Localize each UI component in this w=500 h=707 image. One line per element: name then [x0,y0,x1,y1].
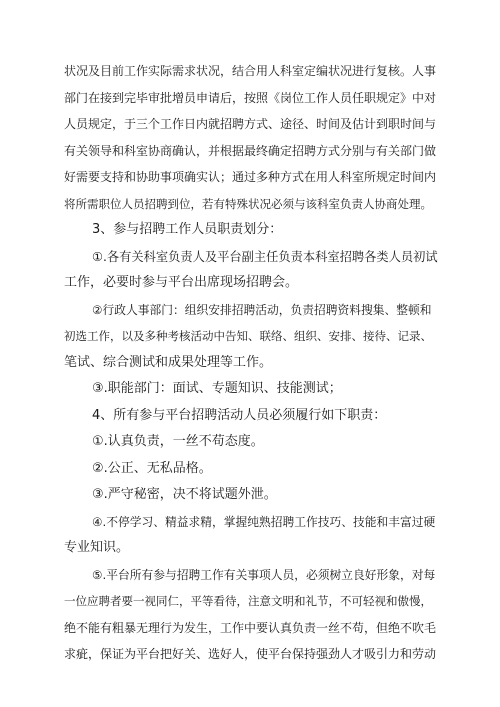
paragraph-line: 有关领导和科室协商确认，并根据最终确定招聘方式分别与有关部门做 [64,144,437,158]
paragraph-line: 人员规定，于三个工作日内就招聘方式、途径、时间及估计到职时间与 [64,117,437,131]
list-item: ⑤.平台所有参与招聘工作有关事项人员，必须树立良好形象，对每 [92,568,436,582]
list-item-continuation: 一位应聘者要一视同仁，平等看待，注意文明和礼节，不可轻视和傲慢， [64,594,432,608]
list-item-continuation: 求疵，保证为平台把好关、选好人，使平台保持强劲人才吸引力和劳动 [64,647,437,661]
list-item-continuation: 笔试、综合测试和成果处理等工作。 [64,355,273,370]
paragraph-line: 部门在接到完毕审批增员申请后，按照《岗位工作人员任职规定》中对 [64,91,437,105]
list-item-continuation: 初选工作，以及多种考核活动中告知、联络、组织、安排、接待、记录、 [64,329,432,343]
list-item-continuation: 绝不能有粗暴无理行为发生，工作中要认真负责一丝不苟，但绝不吹毛 [64,621,437,635]
list-item-continuation: 专业知识。 [64,540,130,555]
paragraph-line: 将所需职位人员招聘到位，若有特殊状况必须与该科室负责人协商处理。 [64,197,432,211]
paragraph-line: 好需要支持和协助事项确实认；通过多种方式在用人科室所规定时间内 [64,170,437,184]
section-heading: 4、所有参与平台招聘活动人员必须履行如下职责： [92,408,387,423]
section-heading: 3、参与招聘工作人员职责划分： [92,222,283,237]
list-item: ③.严守秘密，决不将试题外泄。 [92,487,277,502]
paragraph-line: 状况及目前工作实际需求状况，结合用人科室定编状况进行复核。人事 [64,64,437,78]
list-item: ①.认真负责，一丝不苟态度。 [92,434,264,449]
list-item: ②行政人事部门：组织安排招聘活动，负责招聘资料搜集、整顿和 [92,303,432,317]
list-item: ④.不停学习、精益求精，掌握纯熟招聘工作技巧、技能和丰富过硬 [92,515,436,529]
list-item: ①.各有关科室负责人及平台副主任负责本科室招聘各类人员初试 [92,250,438,264]
list-item: ②.公正、无私品格。 [92,461,212,476]
list-item-continuation: 工作，必要时参与平台出席现场招聘会。 [64,275,299,290]
list-item: ③.职能部门：面试、专题知识、技能测试； [92,381,342,396]
